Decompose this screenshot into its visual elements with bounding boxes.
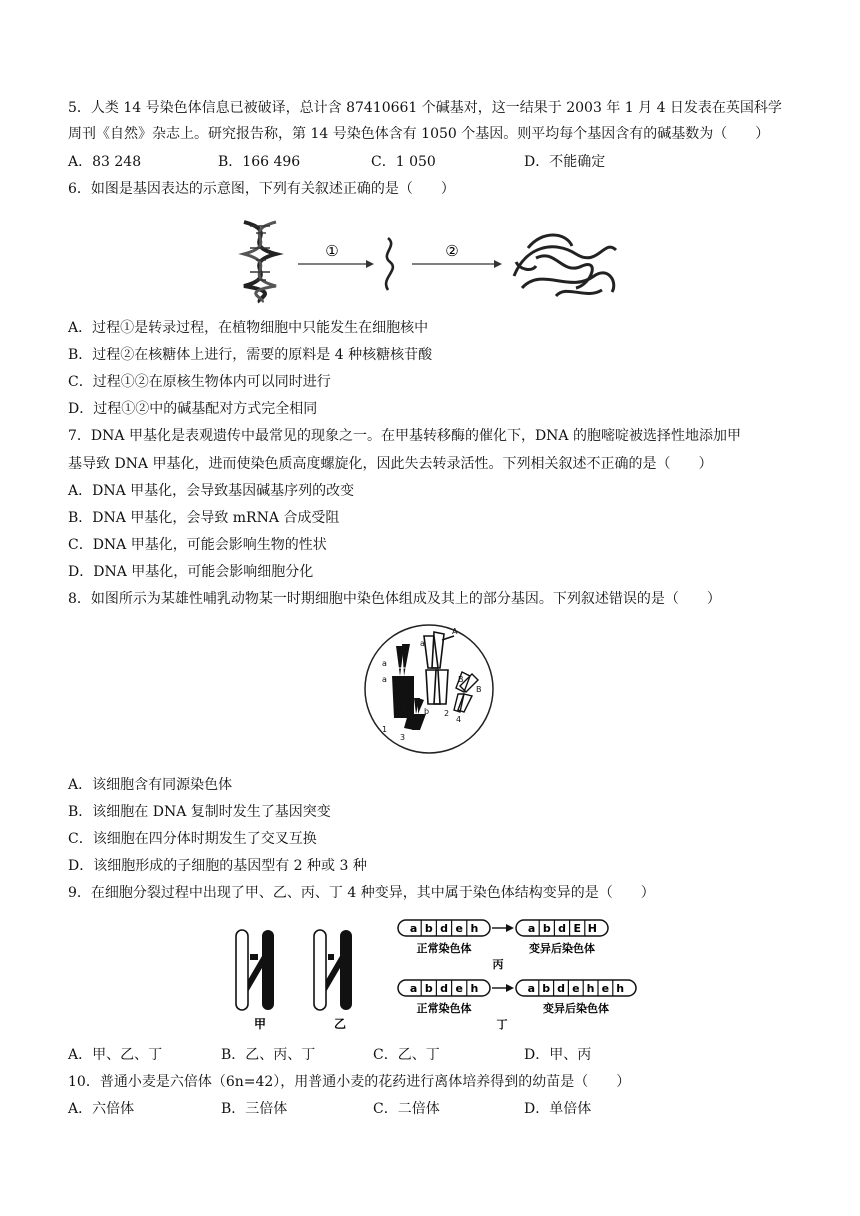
gene-letter: e — [455, 922, 463, 935]
gene-expression-figure — [236, 218, 624, 304]
q5-option-c: C．1 050 — [371, 154, 436, 170]
gene-letter: E — [573, 922, 581, 935]
gene-letter: b — [424, 922, 433, 935]
gene-letter: e — [601, 982, 610, 995]
bing-normal-chromosome — [398, 920, 490, 936]
q6-stem: 6．如图是基因表达的示意图，下列有关叙述正确的是（ ） — [68, 181, 455, 197]
gene-label-a2: a — [382, 675, 387, 684]
gene-letter: a — [527, 922, 536, 935]
q8-stem: 8．如图所示为某雄性哺乳动物某一时期细胞中染色体组成及其上的部分基因。下列叙述错误的是（ ） — [68, 591, 721, 607]
chromosome-number-3: 3 — [400, 733, 406, 742]
chromosome-number-4: 4 — [456, 715, 462, 724]
ding-normal-chromosome — [398, 980, 490, 996]
q6-option-a: A．过程①是转录过程，在植物细胞中只能发生在细胞核中 — [68, 320, 429, 336]
q7-option-a: A．DNA 甲基化，会导致基因碱基序列的改变 — [68, 483, 355, 499]
q7-stem-line2: 基导致 DNA 甲基化，进而使染色质高度螺旋化，因此失去转录活性。下列相关叙述不正确的是（ ） — [68, 456, 713, 472]
gene-label-b1: b — [406, 703, 412, 712]
gene-letter: a — [409, 982, 418, 995]
gene-label-B2: B — [476, 685, 482, 694]
q6-option-c: C．过程①②在原核生物体内可以同时进行 — [68, 374, 331, 390]
bing-mutant-label: 变异后染色体 — [529, 942, 595, 955]
q7-stem-line1: 7．DNA 甲基化是表观遗传中最常见的现象之一。在甲基转移酶的催化下，DNA 的胞嘧啶被选择性地添加甲 — [68, 428, 741, 444]
gene-letter: h — [470, 922, 479, 935]
process-1-label: ① — [325, 242, 339, 260]
ding-mutant-label: 变异后染色体 — [543, 1002, 609, 1015]
gene-letter: h — [586, 982, 595, 995]
q9-option-b: B．乙、丙、丁 — [221, 1047, 316, 1063]
gene-letter: a — [409, 922, 418, 935]
bing-mutant-chromosome — [516, 920, 608, 936]
q5-stem-line2: 周刊《自然》杂志上。研究报告称，第 14 号染色体含有 1050 个基因。则平均每个基因含有的碱基数为（ ） — [68, 126, 770, 142]
gene-label-a1: a — [382, 659, 387, 668]
q9-option-c: C．乙、丁 — [373, 1047, 440, 1063]
label-ding: 丁 — [496, 1018, 508, 1031]
q7-option-b: B．DNA 甲基化，会导致 mRNA 合成受阻 — [68, 510, 340, 526]
gene-label-B1: B — [458, 675, 464, 684]
chromosome-number-2: 2 — [444, 709, 450, 718]
q8-option-d: D．该细胞形成的子细胞的基因型有 2 种或 3 种 — [68, 858, 367, 874]
q8-option-c: C．该细胞在四分体时期发生了交叉互换 — [68, 831, 317, 847]
q10-option-c: C．二倍体 — [373, 1101, 440, 1117]
gene-label-A: A — [452, 627, 458, 636]
label-bing: 丙 — [492, 958, 504, 971]
q7-option-d: D．DNA 甲基化，可能会影响细胞分化 — [68, 564, 314, 580]
gene-letter: d — [440, 982, 448, 995]
q7-option-c: C．DNA 甲基化，可能会影响生物的性状 — [68, 537, 327, 553]
label-yi: 乙 — [333, 1017, 347, 1031]
q5-option-a: A．83 248 — [68, 154, 142, 170]
chromosome-pair-jia-icon — [236, 930, 274, 1010]
q9-option-d: D．甲、丙 — [524, 1047, 592, 1063]
q6-option-b: B．过程②在核糖体上进行，需要的原料是 4 种核糖核苷酸 — [68, 347, 433, 363]
q6-option-d: D．过程①②中的碱基配对方式完全相同 — [68, 401, 318, 417]
gene-letter: e — [455, 982, 463, 995]
gene-letter: a — [527, 982, 536, 995]
chromosome-2-icon — [424, 632, 454, 704]
ding-mutant-chromosome — [516, 980, 636, 996]
dna-double-helix-icon — [244, 222, 276, 302]
ding-normal-label: 正常染色体 — [416, 1002, 472, 1015]
gene-letter: d — [558, 922, 566, 935]
chromosome-number-1: 1 — [382, 725, 388, 734]
q8-option-a: A．该细胞含有同源染色体 — [68, 777, 233, 793]
gene-letter: h — [616, 982, 625, 995]
chromosome-pair-yi-icon — [314, 930, 352, 1010]
bing-normal-label: 正常染色体 — [416, 942, 472, 955]
q9-stem: 9．在细胞分裂过程中出现了甲、乙、丙、丁 4 种变异，其中属于染色体结构变异的是（ ） — [68, 885, 655, 901]
chromosome-variation-figure — [230, 916, 650, 1036]
gene-letter: b — [542, 922, 551, 935]
gene-letter: d — [440, 922, 448, 935]
q5-option-d: D．不能确定 — [524, 154, 606, 170]
cell-chromosome-figure — [362, 622, 496, 756]
gene-letter: d — [557, 982, 565, 995]
mrna-strand-icon — [386, 238, 393, 290]
gene-letter: b — [542, 982, 551, 995]
q10-option-a: A．六倍体 — [68, 1101, 135, 1117]
q9-option-a: A．甲、乙、丁 — [68, 1047, 163, 1063]
q5-stem-line1: 5．人类 14 号染色体信息已被破译，总计含 87410661 个碱基对，这一结果于 2003 年 1 月 4 日发表在英国科学 — [68, 100, 782, 116]
gene-label-a3: a — [420, 639, 425, 648]
q10-option-d: D．单倍体 — [524, 1101, 592, 1117]
label-jia: 甲 — [253, 1017, 267, 1031]
gene-letter: e — [572, 982, 580, 995]
q10-option-b: B．三倍体 — [221, 1101, 288, 1117]
q5-option-b: B．166 496 — [218, 154, 301, 170]
gene-label-b2: b — [424, 707, 430, 716]
q8-option-b: B．该细胞在 DNA 复制时发生了基因突变 — [68, 804, 331, 820]
gene-letter: b — [424, 982, 433, 995]
protein-structure-icon — [514, 235, 616, 296]
gene-letter: h — [470, 982, 479, 995]
gene-letter: H — [587, 922, 598, 935]
q10-stem: 10．普通小麦是六倍体（6n=42），用普通小麦的花药进行离体培养得到的幼苗是（ ） — [68, 1074, 631, 1090]
process-2-label: ② — [445, 242, 459, 260]
